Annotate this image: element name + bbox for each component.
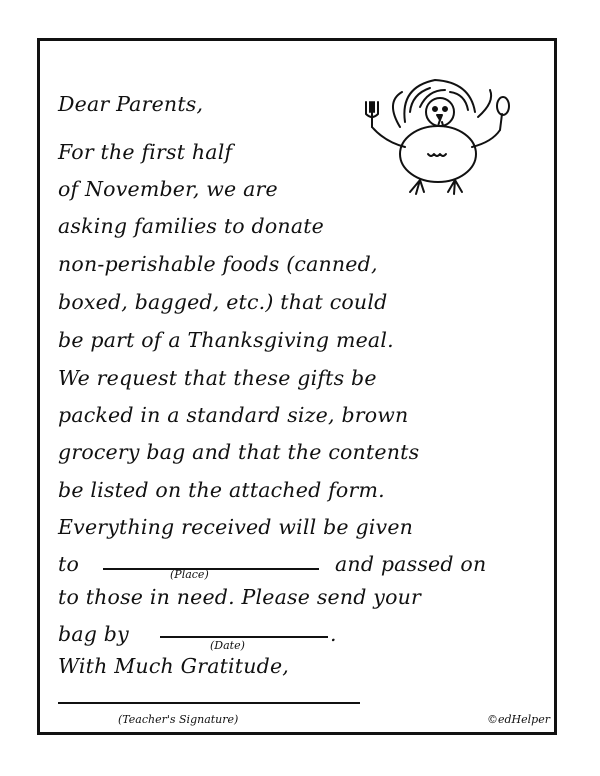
letter-line: be part of a Thanksgiving meal.	[58, 328, 394, 352]
date-label: (Date)	[210, 639, 245, 652]
signature-blank[interactable]	[58, 702, 360, 704]
letter-line: We request that these gifts be	[58, 366, 377, 390]
place-blank[interactable]	[103, 568, 319, 570]
turkey-icon	[350, 72, 525, 202]
letter-line: boxed, bagged, etc.) that could	[58, 290, 388, 314]
letter-line: asking families to donate	[58, 214, 325, 238]
letter-line: Everything received will be given	[58, 515, 414, 539]
letter-line: packed in a standard size, brown	[58, 403, 409, 427]
letter-line: of November, we are	[58, 177, 278, 201]
to-prefix: to	[58, 552, 79, 576]
need-line: to those in need. Please send your	[58, 585, 422, 609]
letter-line: non-perishable foods (canned,	[58, 252, 378, 276]
copyright: ©edHelper	[487, 713, 550, 726]
greeting: Dear Parents,	[58, 92, 204, 116]
bag-by: bag by	[58, 622, 129, 646]
date-blank[interactable]	[160, 636, 328, 638]
signature-label: (Teacher's Signature)	[118, 713, 239, 726]
letter-line: For the first half	[58, 140, 233, 164]
period: .	[330, 622, 337, 646]
place-label: (Place)	[170, 568, 209, 581]
to-suffix: and passed on	[335, 552, 487, 576]
letter-line: be listed on the attached form.	[58, 478, 385, 502]
closing: With Much Gratitude,	[58, 654, 290, 678]
letter-line: grocery bag and that the contents	[58, 440, 420, 464]
